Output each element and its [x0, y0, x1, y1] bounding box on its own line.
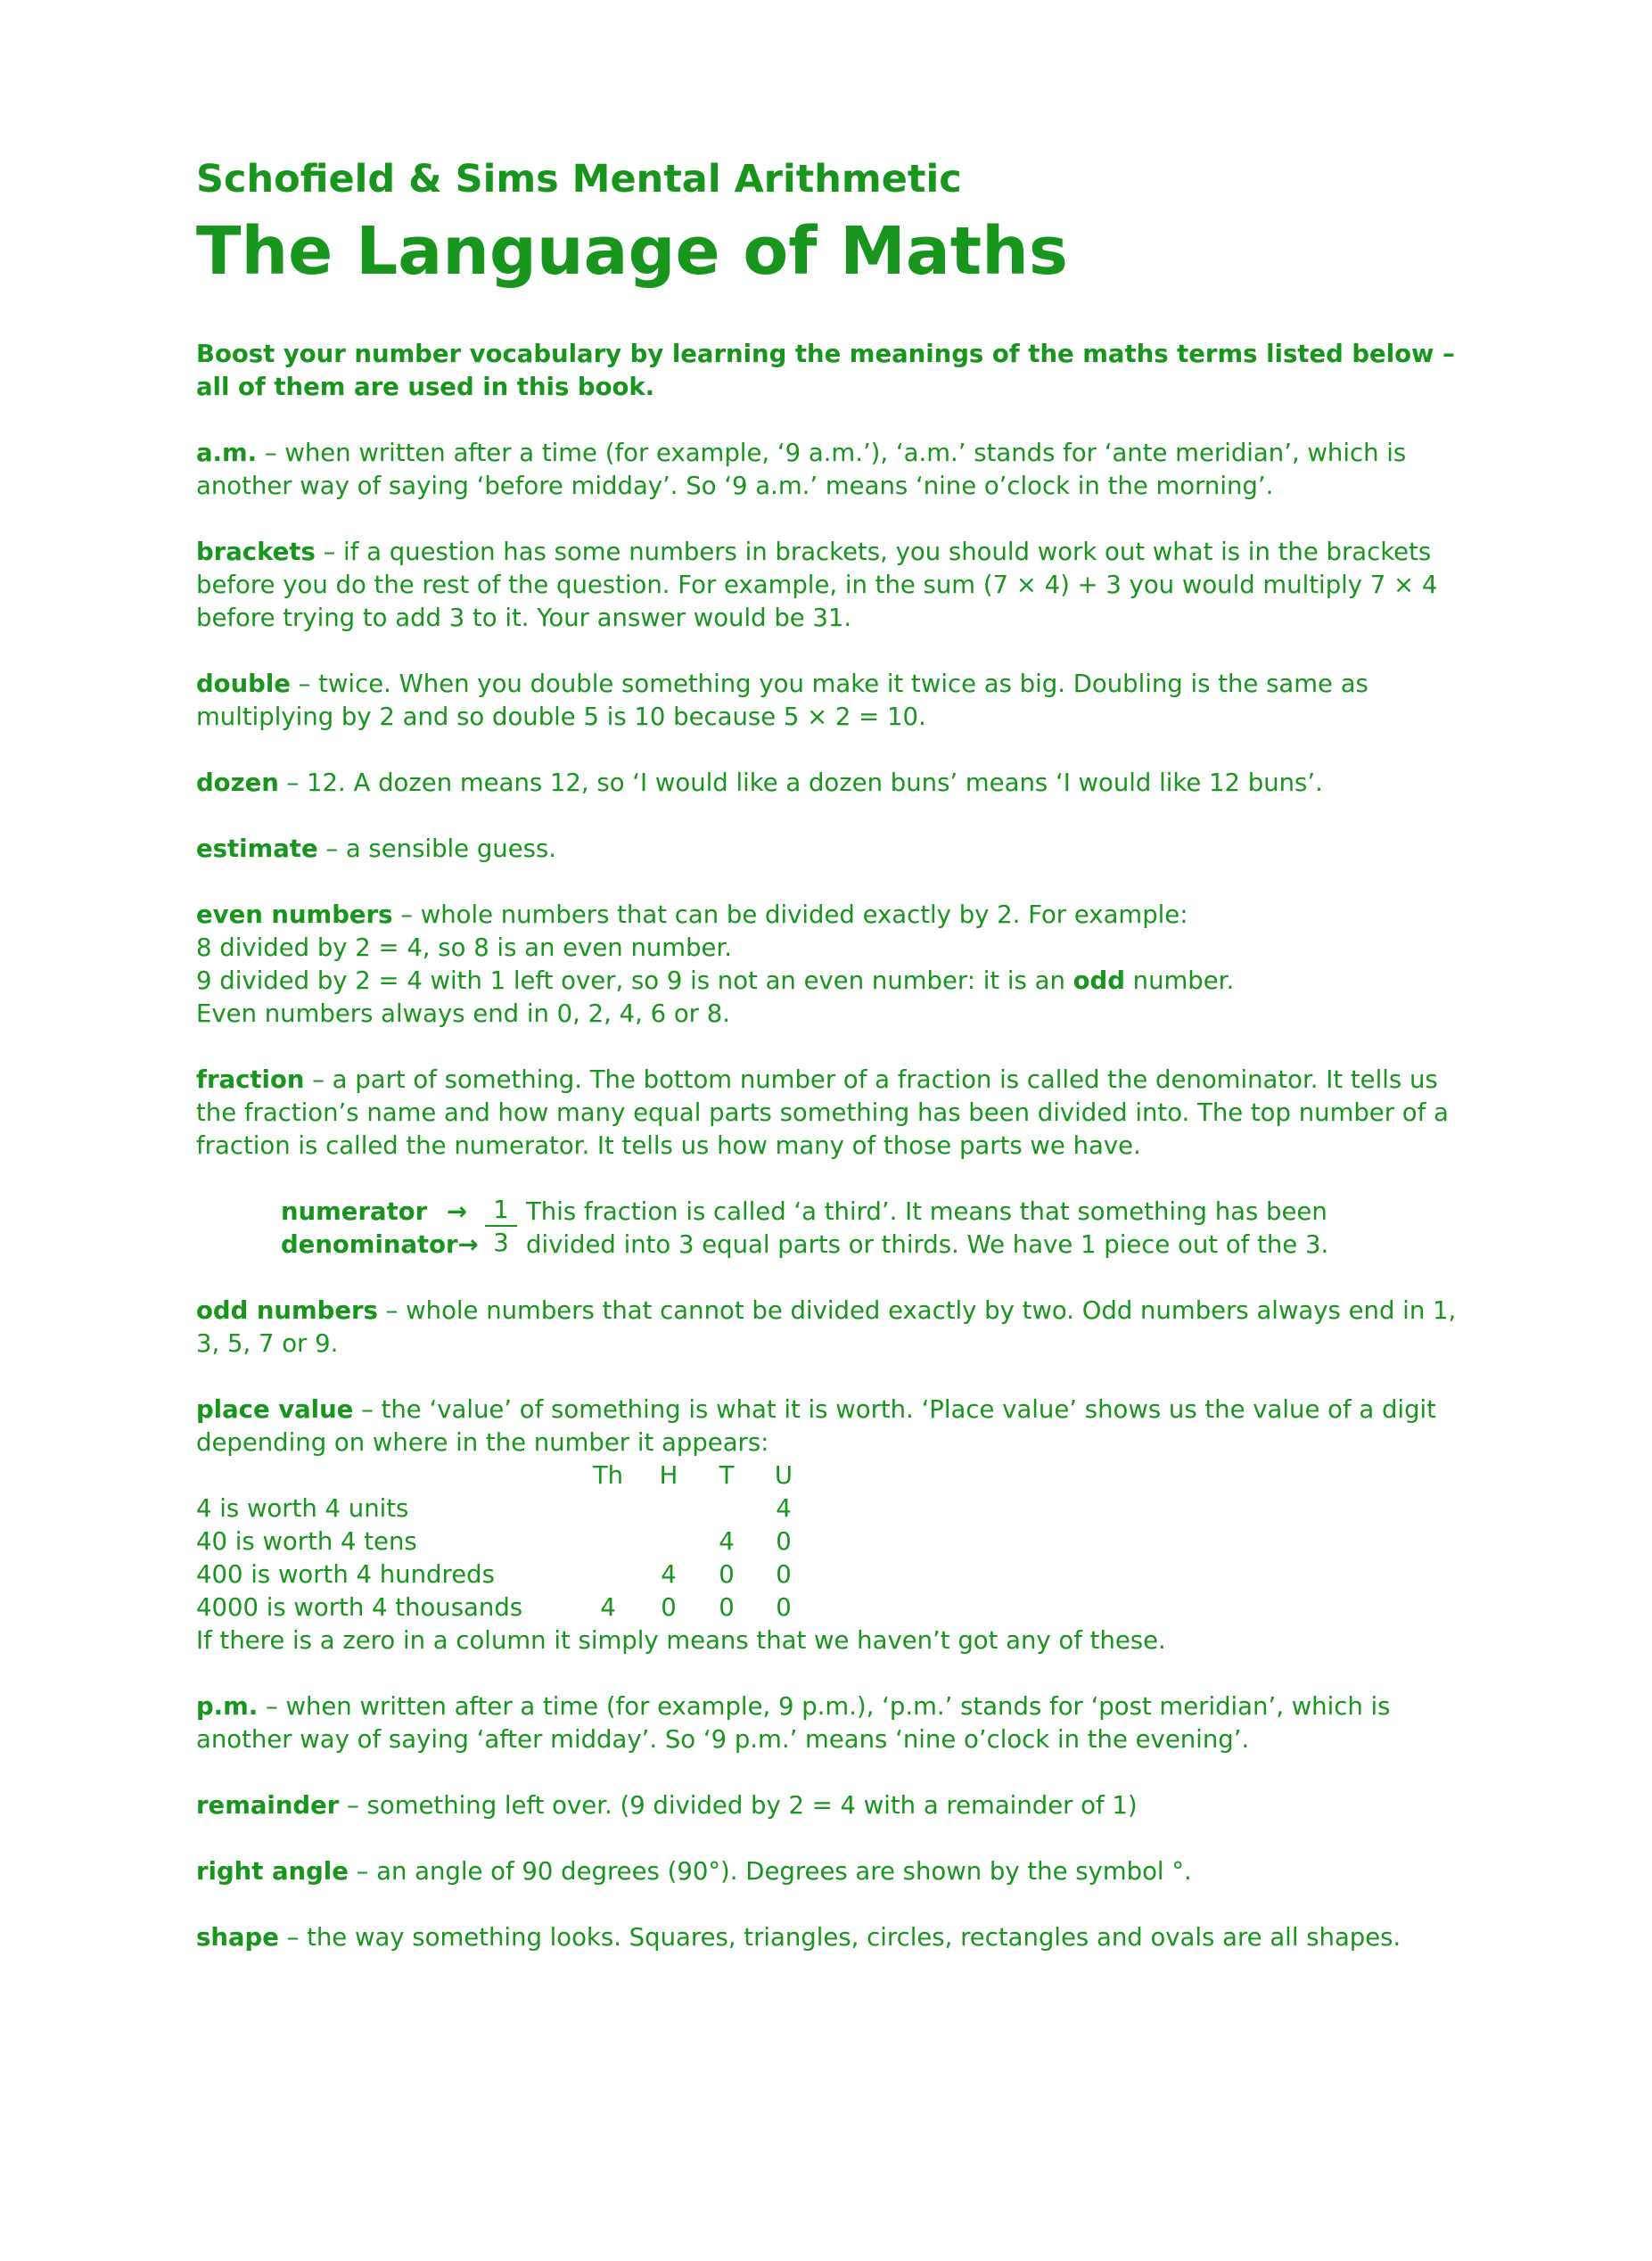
- arrow-right-icon: →: [446, 1196, 467, 1226]
- table-row: [196, 1591, 1471, 1624]
- definition-even-numbers: – whole numbers that can be divided exactly by 2. For example:: [392, 900, 1188, 929]
- cell-units: 0: [776, 1592, 792, 1622]
- cell-tens: 4: [719, 1526, 735, 1556]
- cell-tens: 0: [719, 1592, 735, 1622]
- column-header-thousands: Th: [592, 1460, 624, 1490]
- term-odd-numbers: odd numbers: [196, 1295, 378, 1325]
- entry-am: [196, 437, 1471, 503]
- even-example-2: 9 divided by 2 = 4 with 1 left over, so 9 is not an even number: it is an odd number.: [196, 966, 1235, 995]
- entry-fraction: [196, 1064, 1471, 1163]
- cell-thousands: 4: [600, 1592, 616, 1622]
- definition-pm: – when written after a time (for example, 9 p.m.), ‘p.m.’ stands for ‘post meridian’, which is another way of saying ‘after midday’. So ‘9 p.m.’ means ‘nine o’clock in the evening’.: [196, 1691, 1391, 1754]
- definition-dozen: – 12. A dozen means 12, so ‘I would like a dozen buns’ means ‘I would like 12 buns’.: [278, 768, 1323, 797]
- entry-even-numbers: [196, 899, 1471, 1031]
- entry-pm: [196, 1690, 1471, 1756]
- term-place-value: place value: [196, 1394, 354, 1424]
- arrow-right-icon: →: [457, 1229, 479, 1259]
- place-value-footer: [196, 1624, 1471, 1657]
- denominator-label: denominator: [281, 1229, 458, 1259]
- definition-remainder: – something left over. (9 divided by 2 = 4 with a remainder of 1): [339, 1790, 1138, 1820]
- entry-remainder: [196, 1789, 1471, 1822]
- column-header-tens: T: [719, 1460, 735, 1490]
- fraction-diagram: [281, 1196, 1471, 1262]
- column-header-hundreds: H: [659, 1460, 678, 1490]
- fraction-labels: [281, 1196, 481, 1262]
- entry-place-value: [196, 1394, 1471, 1459]
- table-row: [196, 1525, 1471, 1558]
- definition-shape: – the way something looks. Squares, triangles, circles, rectangles and ovals are all shapes.: [278, 1922, 1401, 1952]
- odd-word: odd: [1073, 966, 1125, 995]
- definition-am: – when written after a time (for example, ‘9 a.m.’), ‘a.m.’ stands for ‘ante meridian’, which is another way of saying ‘before midday’. So ‘9 a.m.’ means ‘nine o’clock in the morning’.: [196, 438, 1407, 500]
- cell-tens: 0: [719, 1559, 735, 1589]
- entry-dozen: [196, 767, 1471, 800]
- fraction-numerator: 1: [485, 1196, 517, 1227]
- cell-units: 4: [776, 1493, 792, 1523]
- place-value-table: [196, 1459, 1471, 1624]
- term-am: a.m.: [196, 438, 258, 467]
- definition-estimate: – a sensible guess.: [317, 834, 557, 863]
- entry-shape: [196, 1921, 1471, 1954]
- page-title: The Language of Maths: [196, 212, 1068, 290]
- cell-hundreds: 0: [661, 1592, 677, 1622]
- definition-fraction: – a part of something. The bottom number of a fraction is called the denominator. It tells us the fraction’s name and how many equal parts something has been divided into. The top number of a fraction is called the numerator. It tells us how many of those parts we have.: [196, 1065, 1449, 1160]
- definition-odd-numbers: – whole numbers that cannot be divided exactly by two. Odd numbers always end in 1, 3, 5, 7 or 9.: [196, 1295, 1457, 1358]
- fraction-description-line-2: divided into 3 equal parts or thirds. We have 1 piece out of the 3.: [526, 1229, 1329, 1259]
- intro-text: Boost your number vocabulary by learning the meanings of the maths terms listed below – all of them are used in this book.: [196, 339, 1455, 401]
- term-right-angle: right angle: [196, 1856, 349, 1886]
- fraction-one-third: [485, 1196, 517, 1262]
- row-label: 4000 is worth 4 thousands: [196, 1592, 523, 1622]
- cell-hundreds: 4: [661, 1559, 677, 1589]
- even-rule: Even numbers always end in 0, 2, 4, 6 or 8.: [196, 999, 730, 1028]
- cell-units: 0: [776, 1526, 792, 1556]
- column-header-units: U: [774, 1460, 793, 1490]
- even-example-1: 8 divided by 2 = 4, so 8 is an even number.: [196, 933, 732, 962]
- fraction-denominator: 3: [493, 1228, 509, 1257]
- definition-right-angle: – an angle of 90 degrees (90°). Degrees are shown by the symbol °.: [348, 1856, 1192, 1886]
- numerator-label: numerator: [281, 1196, 428, 1226]
- fraction-description: [526, 1196, 1328, 1262]
- term-pm: p.m.: [196, 1691, 259, 1721]
- place-value-header-row: [196, 1459, 1471, 1492]
- term-shape: shape: [196, 1922, 279, 1952]
- entry-estimate: [196, 833, 1471, 866]
- definition-place-value: – the ‘value’ of something is what it is worth. ‘Place value’ shows us the value of a digit depending on where in the number it appears:: [196, 1394, 1436, 1457]
- term-dozen: dozen: [196, 768, 279, 797]
- term-remainder: remainder: [196, 1790, 340, 1820]
- table-row: [196, 1558, 1471, 1591]
- row-label: 40 is worth 4 tens: [196, 1526, 417, 1556]
- term-estimate: estimate: [196, 834, 318, 863]
- term-fraction: fraction: [196, 1065, 305, 1094]
- cell-units: 0: [776, 1559, 792, 1589]
- definition-double: – twice. When you double something you make it twice as big. Doubling is the same as multiplying by 2 and so double 5 is 10 because 5 × 2 = 10.: [196, 669, 1368, 731]
- term-even-numbers: even numbers: [196, 900, 393, 929]
- row-label: 400 is worth 4 hundreds: [196, 1559, 495, 1589]
- entry-odd-numbers: [196, 1295, 1471, 1361]
- series-title: Schofield & Sims Mental Arithmetic: [196, 157, 962, 201]
- definition-brackets: – if a question has some numbers in brackets, you should work out what is in the brackets before you do the rest of the question. For example, in the sum (7 × 4) + 3 you would multiply 7 × 4 before trying to add 3 to it. Your answer would be 31.: [196, 537, 1438, 632]
- entry-double: [196, 668, 1471, 734]
- table-row: [196, 1492, 1471, 1525]
- term-double: double: [196, 669, 291, 698]
- fraction-description-line-1: This fraction is called ‘a third’. It means that something has been: [526, 1196, 1327, 1226]
- term-brackets: brackets: [196, 537, 316, 566]
- place-value-footer-text: If there is a zero in a column it simply means that we haven’t got any of these.: [196, 1625, 1166, 1655]
- entry-right-angle: [196, 1855, 1471, 1888]
- row-label: 4 is worth 4 units: [196, 1493, 409, 1523]
- entry-brackets: [196, 536, 1471, 635]
- page: [196, 157, 1471, 1954]
